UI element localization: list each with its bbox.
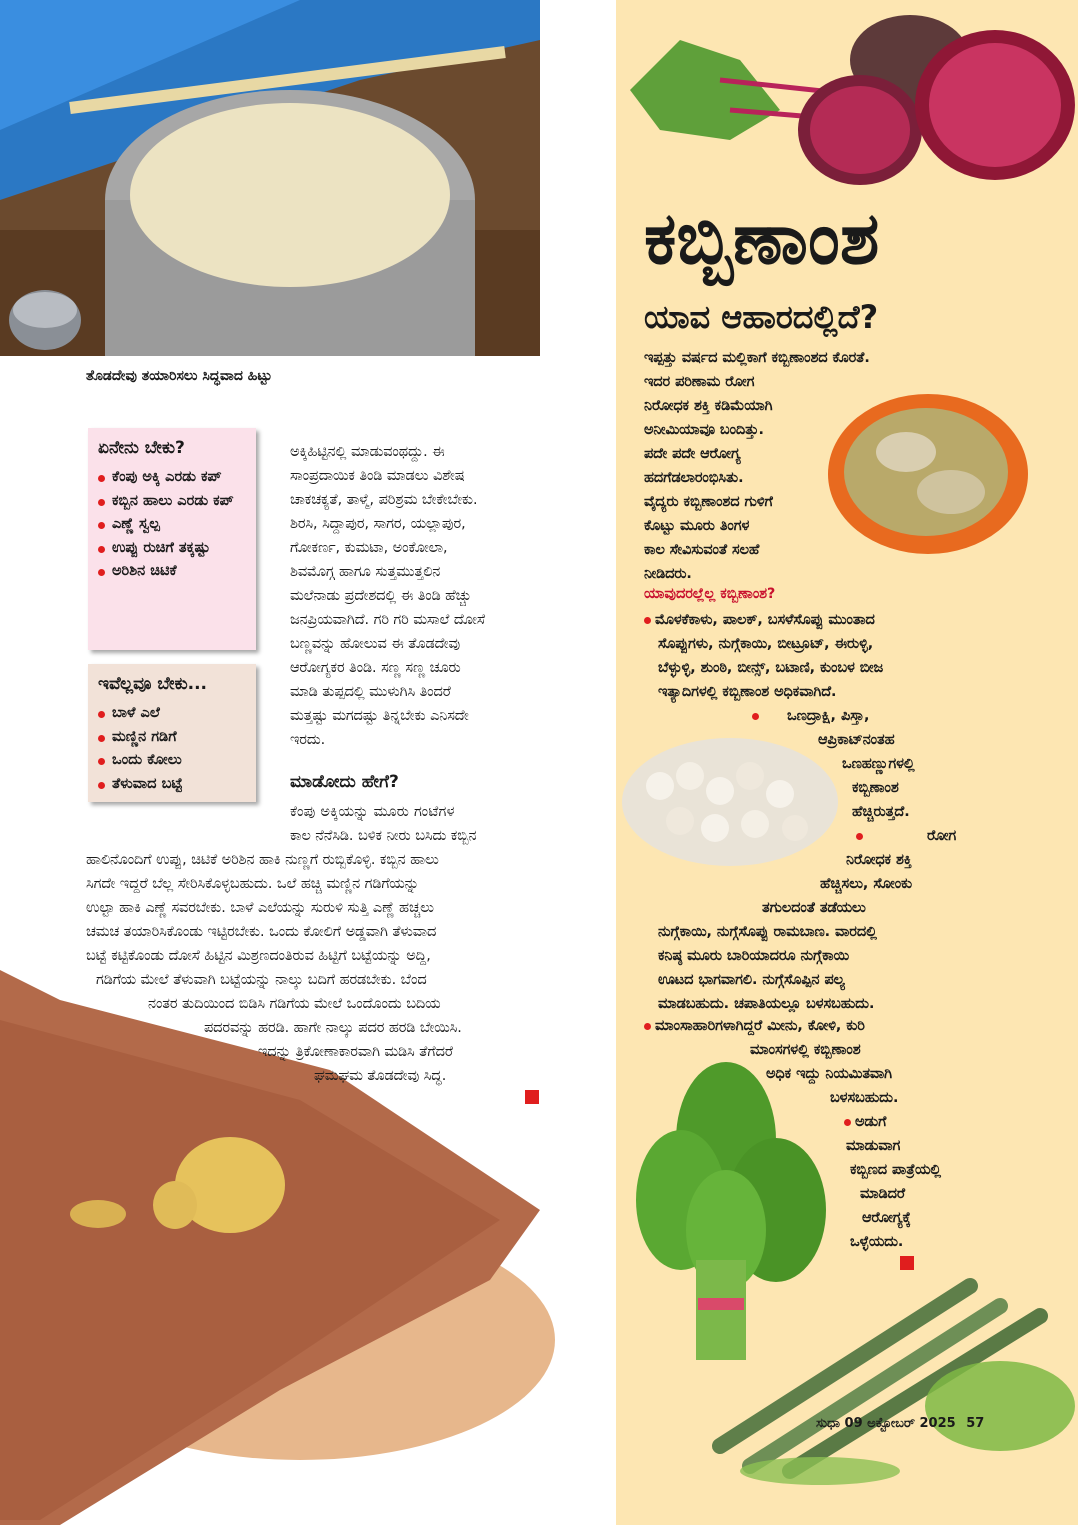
text-line: ಇತ್ಯಾದಿಗಳಲ್ಲಿ ಕಬ್ಬಿಣಾಂಶ ಅಧಿಕವಾಗಿದೆ.: [658, 684, 837, 700]
bullet-dot: [752, 713, 759, 720]
text-line: ವೈದ್ಯರು ಕಬ್ಬಿಣಾಂಶದ ಗುಳಿಗೆ: [644, 494, 773, 510]
text-line: ಮಾಡಬಹುದು. ಚಪಾತಿಯಲ್ಲೂ ಬಳಸಬಹುದು.: [658, 996, 875, 1012]
text-line: [644, 608, 883, 632]
list-item: ಅರಿಶಿನ ಚಿಟಿಕೆ: [98, 560, 246, 584]
ingredients-list: [98, 466, 246, 584]
text-line: ಕೆಂಪು ಅಕ್ಕಿಯನ್ನು ಮೂರು ಗಂಟೆಗಳ: [290, 804, 455, 820]
text-line: ಬಣ್ಣವನ್ನು ಹೋಲುವ ಈ ತೊಡದೇವು: [290, 636, 461, 652]
text-line: [752, 704, 869, 728]
text-line: ಒಳ್ಳೆಯದು.: [850, 1234, 904, 1250]
text-line: ಇರದು.: [290, 732, 326, 748]
list-item: ಬಾಳೆ ಎಲೆ: [98, 702, 246, 726]
text-line: [856, 824, 956, 848]
text-line: ಬೆಳ್ಳುಳ್ಳಿ, ಶುಂಠಿ, ಬೀನ್ಸ್‌, ಬಟಾಣಿ, ಕುಂಬಳ ಬೀಜ: [658, 660, 884, 676]
batter-pot-photo: [0, 0, 540, 356]
text-line: ಹದಗೆಡಲಾರಂಭಿಸಿತು.: [644, 470, 744, 486]
text-line: ನೀಡಿದರು.: [644, 566, 692, 582]
tools-list: [98, 702, 246, 796]
text-line: ಸಿಗದೇ ಇದ್ದರೆ ಬೆಲ್ಲ ಸೇರಿಸಿಕೊಳ್ಳಬಹುದು. ಒಲೆ ಹಚ್ಚಿ ಮಣ್ಣಿನ ಗಡಿಗೆಯನ್ನು: [86, 876, 419, 892]
ingredients-title: ಏನೇನು ಬೇಕು?: [98, 438, 185, 458]
photo-caption: ತೊಡದೇವು ತಯಾರಿಸಲು ಸಿದ್ಧವಾದ ಹಿಟ್ಟು: [86, 368, 273, 384]
article-title: ಕಬ್ಬಿಣಾಂಶ: [644, 195, 880, 280]
drumstick-photo: [700, 1266, 1078, 1486]
text-line: ಇದನ್ನು ತ್ರಿಕೋಣಾಕಾರವಾಗಿ ಮಡಿಸಿ ತೆಗೆದರೆ: [258, 1044, 454, 1060]
bullet-dot: [856, 833, 863, 840]
text-line: ಮಾಂಸಗಳಲ್ಲಿ ಕಬ್ಬಿಣಾಂಶ: [750, 1042, 861, 1058]
page-footer: [816, 1416, 984, 1431]
text-line: ಹಾಲಿನೊಂದಿಗೆ ಉಪ್ಪು, ಚಿಟಿಕೆ ಅರಿಶಿನ ಹಾಕಿ ನುಣ್ಣಗೆ ರುಬ್ಬಿಕೊಳ್ಳಿ. ಕಬ್ಬಿನ ಹಾಲು: [86, 852, 439, 868]
list-item: ಒಂದು ಕೋಲು: [98, 749, 246, 773]
text-line: ಗೋಕರ್ಣ, ಕುಮಟಾ, ಅಂಕೋಲಾ,: [290, 540, 448, 556]
text-line: ಚಾಕಚಕ್ಯತೆ, ತಾಳ್ಮೆ, ಪರಿಶ್ರಮ ಬೇಕೇಬೇಕು.: [290, 492, 478, 508]
text-line: ಆರೋಗ್ಯಕ್ಕೆ: [862, 1210, 911, 1226]
text-line: ಮಾಡುವಾಗ: [846, 1138, 901, 1154]
text-line: ನಿರೋಧಕ ಶಕ್ತಿ: [846, 852, 912, 868]
text-line: ನುಗ್ಗೆಕಾಯಿ, ನುಗ್ಗೆಸೊಪ್ಪು ರಾಮಬಾಣ. ವಾರದಲ್ಲಿ: [658, 924, 877, 940]
method-paragraph: [290, 800, 476, 848]
bullet-dot: [844, 1119, 851, 1126]
sprouts-photo: [826, 392, 1030, 556]
list-item: ಮಣ್ಣಿನ ಗಡಿಗೆ: [98, 726, 246, 750]
text-line: ಇಪ್ಪತ್ತು ವರ್ಷದ ಮಲ್ಲಿಕಾಗೆ ಕಬ್ಬಿಣಾಂಶದ ಕೊರತೆ.: [644, 350, 870, 366]
text-line: ನಂತರ ತುದಿಯಿಂದ ಬಿಡಿಸಿ ಗಡಿಗೆಯ ಮೇಲೆ ಒಂದೊಂದು ಬದಿಯ: [148, 996, 441, 1012]
bullet-2: [752, 704, 869, 728]
text-line: [844, 1110, 886, 1134]
text-line: ರೋಗ: [927, 828, 957, 844]
text-line: ಮತ್ತಷ್ಟು ಮಗದಷ್ಟು ತಿನ್ನಬೇಕು ಎನಿಸದೇ: [290, 708, 469, 724]
intro-paragraph: [290, 440, 540, 752]
text-line: ಒಣದ್ರಾಕ್ಷಿ, ಪಿಸ್ತಾ,: [787, 708, 870, 724]
text-line: ಮೊಳಕೆಕಾಳು, ಪಾಲಕ್‌, ಬಸಳೆಸೊಪ್ಪು ಮುಂತಾದ: [655, 612, 875, 628]
bullet-4: [644, 1014, 865, 1038]
list-item: ತೆಳುವಾದ ಬಟ್ಟೆ: [98, 773, 246, 797]
text-line: ಕಬ್ಬಿಣಾಂಶ: [852, 780, 899, 796]
text-line: ಪದೇ ಪದೇ ಆರೋಗ್ಯ: [644, 446, 741, 462]
text-line: ಚಮಚ ತಯಾರಿಸಿಕೊಂಡು ಇಟ್ಟಿರಬೇಕು. ಒಂದು ಕೋಲಿಗೆ ಅಡ್ಡವಾಗಿ ತೆಳುವಾದ: [86, 924, 437, 940]
article-subtitle: ಯಾವ ಆಹಾರದಲ್ಲಿದೆ?: [644, 298, 879, 336]
text-line: ಕನಿಷ್ಠ ಮೂರು ಬಾರಿಯಾದರೂ ನುಗ್ಗೆಕಾಯಿ: [658, 948, 849, 964]
text-line: ಅಡುಗೆ: [855, 1114, 887, 1130]
text-line: ಅನೀಮಿಯಾವೂ ಬಂದಿತ್ತು.: [644, 422, 764, 438]
method-heading: ಮಾಡೋದು ಹೇಗೆ?: [290, 772, 399, 792]
question-heading: ಯಾವುದರಲ್ಲೆಲ್ಲ ಕಬ್ಬಿಣಾಂಶ?: [644, 586, 776, 602]
text-line: ಘಮಘಮ ತೊಡದೇವು ಸಿದ್ಧ.: [314, 1068, 447, 1084]
text-line: ಕೊಟ್ಟು ಮೂರು ತಿಂಗಳ: [644, 518, 750, 534]
text-line: ಮಲೆನಾಡು ಪ್ರದೇಶದಲ್ಲಿ ಈ ತಿಂಡಿ ಹೆಚ್ಚು: [290, 588, 472, 604]
text-line: ಒಣಹಣ್ಣುಗಳಲ್ಲಿ: [842, 756, 915, 772]
text-line: ಹೆಚ್ಚಿರುತ್ತದೆ.: [852, 804, 910, 820]
bullet-dot: [644, 617, 651, 624]
text-line: ಬಳಸಬಹುದು.: [830, 1090, 899, 1106]
tools-box: [88, 664, 256, 802]
beetroot-photo: [620, 0, 1078, 190]
garlic-photo: [620, 736, 840, 868]
text-line: ಗಡಿಗೆಯ ಮೇಲೆ ತೆಳುವಾಗಿ ಬಟ್ಟೆಯನ್ನು ನಾಲ್ಕು ಬದಿಗೆ ಹರಡಬೇಕು. ಬೆಂದ: [96, 972, 427, 988]
issue-date: ಸುಧಾ 09 ಅಕ್ಟೋಬರ್ 2025: [816, 1416, 956, 1431]
page-number: 57: [966, 1416, 985, 1431]
text-line: ಬಟ್ಟೆ ಕಟ್ಟಿಕೊಂಡು ದೋಸೆ ಹಿಟ್ಟಿನ ಮಿಶ್ರಣದಂತಿರುವ ಹಿಟ್ಟಿಗೆ ಬಟ್ಟೆಯನ್ನು ಅದ್ದಿ,: [86, 948, 431, 964]
method-paragraph-wide: [86, 848, 541, 968]
text-line: ಸಾಂಪ್ರದಾಯಿಕ ತಿಂಡಿ ಮಾಡಲು ವಿಶೇಷ: [290, 468, 465, 484]
text-line: ಉಲ್ಟಾ ಹಾಕಿ ಎಣ್ಣೆ ಸವರಬೇಕು. ಬಾಳೆ ಎಲೆಯನ್ನು ಸುರುಳಿ ಸುತ್ತಿ ಎಣ್ಣೆ ಹಚ್ಚಲು: [86, 900, 434, 916]
text-line: ಅಕ್ಕಿಹಿಟ್ಟಿನಲ್ಲಿ ಮಾಡುವಂಥದ್ದು. ಈ: [290, 444, 445, 460]
text-line: ತಗುಲದಂತೆ ತಡೆಯಲು: [762, 900, 866, 916]
text-line: ಆರೋಗ್ಯಕರ ತಿಂಡಿ. ಸಣ್ಣ ಸಣ್ಣ ಚೂರು: [290, 660, 461, 676]
text-line: ಕಾಲ ನೆನೆಸಿಡಿ. ಬಳಿಕ ನೀರು ಬಸಿದು ಕಬ್ಬಿನ: [290, 828, 477, 844]
bullet-1: [644, 608, 883, 704]
bullet-3: [856, 824, 956, 848]
list-item: ಉಪ್ಪು ರುಚಿಗೆ ತಕ್ಕಷ್ಟು: [98, 537, 246, 561]
text-line: ಕಾಲ ಸೇವಿಸುವಂತೆ ಸಲಹೆ: [644, 542, 760, 558]
text-line: ಜನಪ್ರಿಯವಾಗಿದೆ. ಗರಿ ಗರಿ ಮಸಾಲೆ ದೋಸೆ: [290, 612, 486, 628]
text-line: ಇದರ ಪರಿಣಾಮ ರೋಗ: [644, 374, 755, 390]
text-line: ಮಾಡಿದರೆ: [860, 1186, 906, 1202]
text-line: ಪದರವನ್ನು ಹರಡಿ. ಹಾಗೇ ನಾಲ್ಕು ಪದರ ಹರಡಿ ಬೇಯಿಸಿ.: [204, 1020, 462, 1036]
text-line: ಶಿವಮೊಗ್ಗ ಹಾಗೂ ಸುತ್ತಮುತ್ತಲಿನ: [290, 564, 441, 580]
bullet-dot: [644, 1023, 651, 1030]
list-item: ಎಣ್ಣೆ ಸ್ವಲ್ಪ: [98, 513, 246, 537]
text-line: ಆಪ್ರಿಕಾಟ್‌ನಂತಹ: [818, 732, 895, 748]
text-line: ಮಾಡಿ ತುಪ್ಪದಲ್ಲಿ ಮುಳುಗಿಸಿ ತಿಂದರೆ: [290, 684, 451, 700]
text-line: ಊಟದ ಭಾಗವಾಗಲಿ. ನುಗ್ಗೆಸೊಪ್ಪಿನ ಪಲ್ಯ: [658, 972, 845, 988]
tools-title: ಇವೆಲ್ಲವೂ ಬೇಕು...: [98, 674, 208, 694]
text-line: ಶಿರಸಿ, ಸಿದ್ದಾಪುರ, ಸಾಗರ, ಯಲ್ಲಾಪುರ,: [290, 516, 466, 532]
list-item: ಕಬ್ಬಿನ ಹಾಲು ಎರಡು ಕಪ್: [98, 490, 246, 514]
text-line: [644, 1014, 865, 1038]
bullet-5: [844, 1110, 886, 1134]
text-line: ಮಾಂಸಾಹಾರಿಗಳಾಗಿದ್ದರೆ ಮೀನು, ಕೋಳಿ, ಕುರಿ: [655, 1018, 865, 1034]
text-line: ಅಧಿಕ ಇದ್ದು ನಿಯಮಿತವಾಗಿ: [766, 1066, 892, 1082]
text-line: ಹೆಚ್ಚಿಸಲು, ಸೋಂಕು: [820, 876, 913, 892]
list-item: ಕೆಂಪು ಅಕ್ಕಿ ಎರಡು ಕಪ್: [98, 466, 246, 490]
text-line: ಕಬ್ಬಿಣದ ಪಾತ್ರೆಯಲ್ಲಿ: [850, 1162, 942, 1178]
text-line: ಸೊಪ್ಪುಗಳು, ನುಗ್ಗೆಕಾಯಿ, ಬೀಟ್ರೂಟ್‌, ಈರುಳ್ಳಿ,: [658, 636, 874, 652]
text-line: ನಿರೋಧಕ ಶಕ್ತಿ ಕಡಿಮೆಯಾಗಿ: [644, 398, 773, 414]
ingredients-box: [88, 428, 256, 650]
end-mark: [525, 1090, 539, 1104]
